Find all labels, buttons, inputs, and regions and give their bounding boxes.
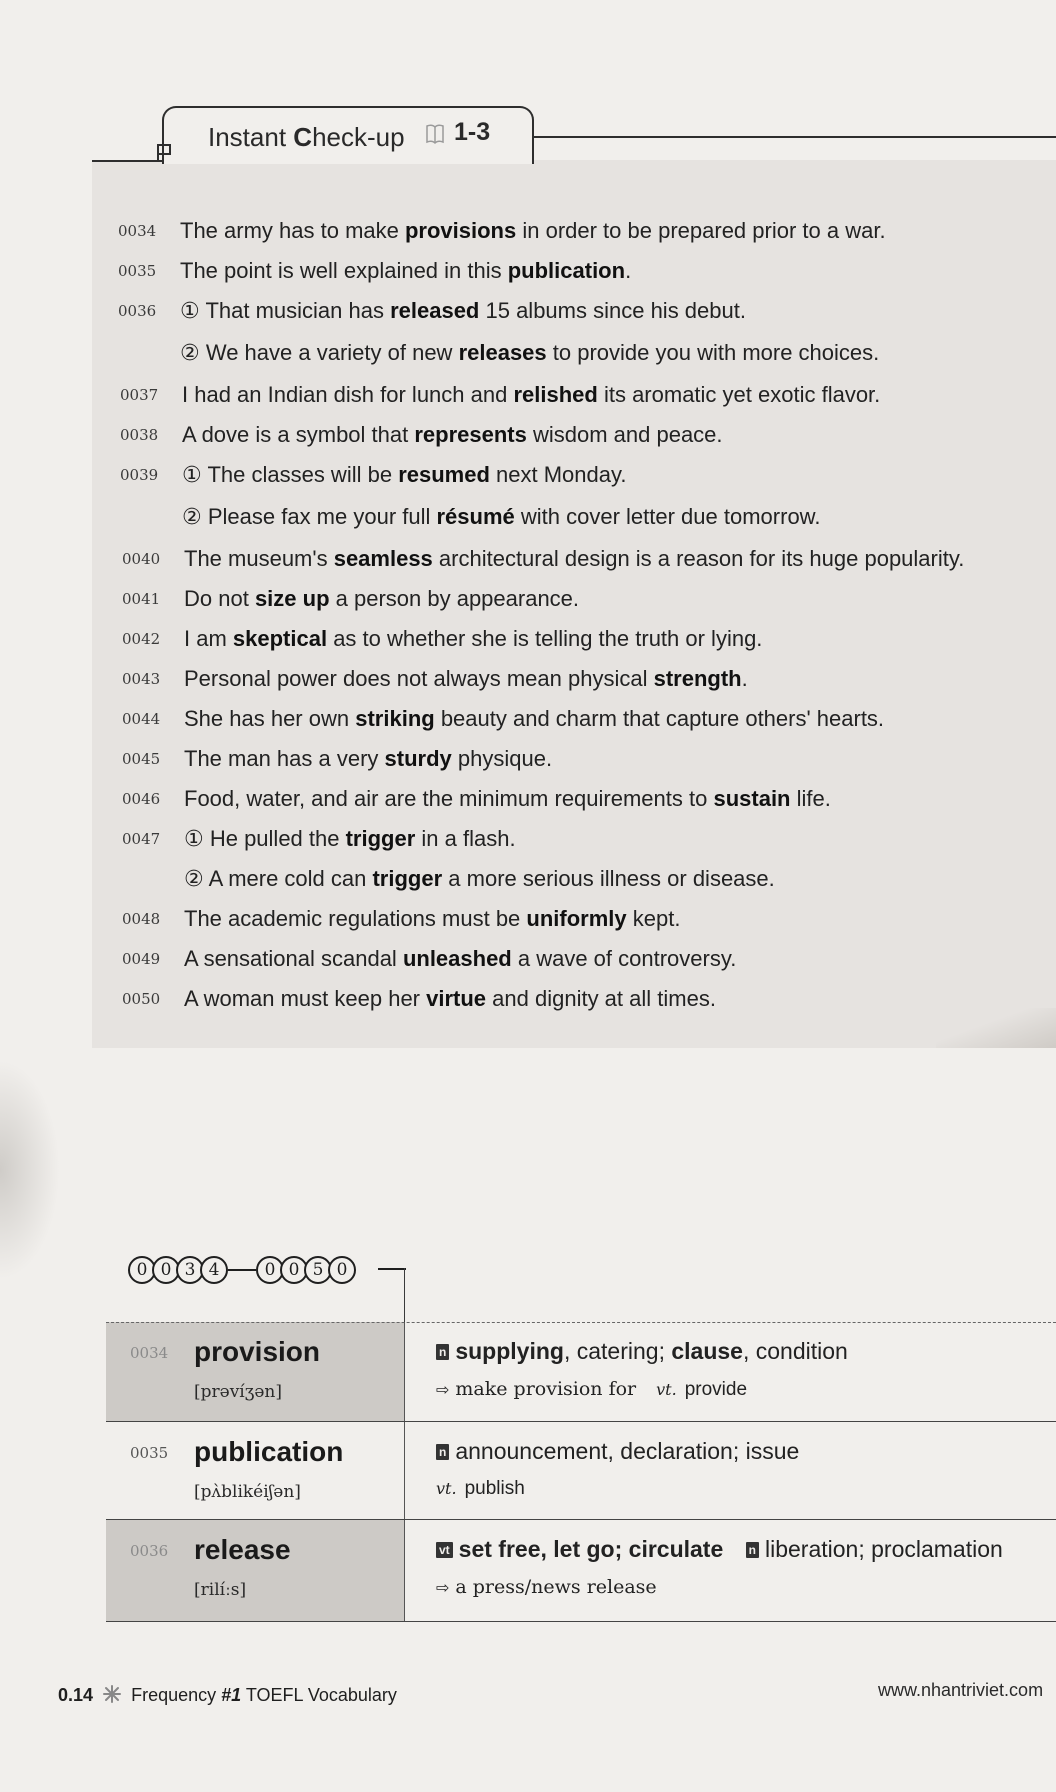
checkup-sentence xyxy=(122,942,1022,978)
target-word: skeptical xyxy=(232,626,328,651)
sentence-number: 0046 xyxy=(122,790,161,808)
page-shadow xyxy=(0,1060,60,1280)
target-word: uniformly xyxy=(526,906,627,931)
sentence-text: Do not size up a person by appearance. xyxy=(184,586,580,611)
sentence-number: 0045 xyxy=(122,750,161,768)
sentence-number: 0048 xyxy=(122,910,161,928)
sentence-text: A sensational scandal unleashed a wave of controversy. xyxy=(184,946,737,971)
checkup-sentence xyxy=(120,418,1020,454)
vocab-entry-publication xyxy=(106,1422,1056,1520)
sentence-text: ① He pulled the trigger in a flash. xyxy=(184,826,516,851)
verb-badge: vt xyxy=(436,1542,453,1558)
sentence-text: Food, water, and air are the minimum requirements to sustain life. xyxy=(184,786,831,811)
checkup-sentence xyxy=(122,862,1022,898)
sentence-number: 0038 xyxy=(120,426,159,444)
vocab-word: publication xyxy=(194,1436,344,1467)
sentence-number: 0036 xyxy=(118,302,157,320)
target-word: size up xyxy=(254,586,330,611)
sentence-number: 0037 xyxy=(120,386,159,404)
sentence-text: ② A mere cold can trigger a more serious illness or disease. xyxy=(184,866,775,891)
website-url: www.nhantriviet.com xyxy=(878,1680,1044,1700)
arrow-icon: ⇨ xyxy=(436,1380,450,1399)
checkup-sentence xyxy=(118,294,1018,330)
range-digit: 0 xyxy=(152,1256,180,1284)
sentence-number: 0050 xyxy=(122,990,161,1008)
sentence-number: 0044 xyxy=(122,710,161,728)
checkup-sentence xyxy=(122,822,1022,858)
target-word: publication xyxy=(507,258,626,283)
checkup-top-rule xyxy=(92,160,164,162)
sentence-text: The point is well explained in this publication. xyxy=(180,258,632,283)
vocab-definition: n supplying, catering; clause, condition xyxy=(436,1338,848,1365)
divider xyxy=(106,1322,1056,1323)
sentence-text: She has her own striking beauty and charm that capture others' hearts. xyxy=(184,706,885,731)
vocab-entry-release xyxy=(106,1520,1056,1622)
checkup-sentence xyxy=(122,782,1022,818)
target-word: relished xyxy=(513,382,598,407)
range-digit: 0 xyxy=(256,1256,284,1284)
range-digit: 5 xyxy=(304,1256,332,1284)
footer-book-info: 0.14 Frequency #1 TOEFL Vocabulary xyxy=(58,1685,397,1705)
sentence-text: The academic regulations must be uniformly kept. xyxy=(184,906,681,931)
checkup-sentence xyxy=(122,742,1022,778)
checkup-sentence xyxy=(122,662,1022,698)
target-word: provisions xyxy=(404,218,517,243)
noun-badge: n xyxy=(436,1344,449,1360)
flag-icon xyxy=(155,143,175,161)
vocab-related: ⇨ make provision for vt. provide xyxy=(436,1378,748,1400)
checkup-sentence xyxy=(120,378,1020,414)
sentence-text: A dove is a symbol that represents wisdom and peace. xyxy=(182,422,723,447)
sentence-text: ① That musician has released 15 albums since his debut. xyxy=(180,298,746,323)
sentence-number: 0034 xyxy=(118,222,157,240)
vocab-related: ⇨ a press/news release xyxy=(436,1576,657,1598)
vocab-word: release xyxy=(194,1534,291,1565)
range-digit: 0 xyxy=(128,1256,156,1284)
star-icon xyxy=(102,1684,122,1704)
checkup-sentence xyxy=(122,702,1022,738)
range-dash xyxy=(228,1269,256,1271)
target-word: strength xyxy=(653,666,742,691)
target-word: trigger xyxy=(372,866,443,891)
target-word: sustain xyxy=(713,786,791,811)
sentence-text: I am skeptical as to whether she is telling the truth or lying. xyxy=(184,626,763,651)
target-word: striking xyxy=(355,706,435,731)
vocab-pronunciation: [rilíːs] xyxy=(194,1580,247,1600)
target-word: releases xyxy=(458,340,547,365)
vocab-word: provision xyxy=(194,1336,321,1367)
sentence-number: 0040 xyxy=(122,550,161,568)
target-word: résumé xyxy=(436,504,515,529)
checkup-sentence xyxy=(120,500,1020,536)
target-word: released xyxy=(390,298,480,323)
divider xyxy=(106,1621,1056,1622)
divider xyxy=(404,1422,405,1520)
vocab-pronunciation: [prəvíʒən] xyxy=(194,1382,282,1402)
noun-badge: n xyxy=(436,1444,449,1460)
range-digit: 4 xyxy=(200,1256,228,1284)
vocab-number: 0035 xyxy=(130,1444,169,1462)
page-number: 0.14 xyxy=(58,1685,94,1705)
target-word: represents xyxy=(414,422,527,447)
checkup-sentence xyxy=(122,902,1022,938)
sentence-text: ① The classes will be resumed next Monday. xyxy=(182,462,627,487)
divider xyxy=(404,1322,405,1422)
vocab-definition: n announcement, declaration; issue xyxy=(436,1438,799,1465)
checkup-sentence xyxy=(122,622,1022,658)
target-word: sturdy xyxy=(384,746,452,771)
checkup-sentence xyxy=(122,542,1022,578)
sentence-number: 0041 xyxy=(122,590,161,608)
target-word: trigger xyxy=(345,826,416,851)
sentence-text: The army has to make provisions in order to be prepared prior to a war. xyxy=(180,218,886,243)
noun-badge: n xyxy=(746,1542,759,1558)
vocab-number: 0036 xyxy=(130,1542,169,1560)
vocab-number: 0034 xyxy=(130,1344,169,1362)
range-header-rule xyxy=(378,1268,406,1270)
checkup-sentence xyxy=(118,336,1018,372)
sentence-text: I had an Indian dish for lunch and relished its aromatic yet exotic flavor. xyxy=(182,382,881,407)
sentence-text: The man has a very sturdy physique. xyxy=(184,746,553,771)
sentence-number: 0047 xyxy=(122,830,161,848)
vocab-entry-provision xyxy=(106,1322,1056,1422)
arrow-icon: ⇨ xyxy=(436,1578,450,1597)
vocab-related: vt. publish xyxy=(436,1478,525,1499)
sentence-number: 0039 xyxy=(120,466,159,484)
sentence-number: 0035 xyxy=(118,262,157,280)
checkup-top-rule xyxy=(530,136,1056,138)
sentence-number: 0049 xyxy=(122,950,161,968)
book-icon xyxy=(424,122,446,146)
sentence-text: Personal power does not always mean physical strength. xyxy=(184,666,748,691)
range-digit: 3 xyxy=(176,1256,204,1284)
vocab-definition: vt set free, let go; circulate n liberation; proclamation xyxy=(436,1536,1003,1563)
target-word: seamless xyxy=(333,546,433,571)
sentence-text: ② We have a variety of new releases to provide you with more choices. xyxy=(180,340,880,365)
checkup-sentence xyxy=(118,214,1018,250)
range-digit: 0 xyxy=(328,1256,356,1284)
target-word: resumed xyxy=(398,462,490,487)
sentence-text: The museum's seamless architectural design is a reason for its huge popularity. xyxy=(184,546,965,571)
sentence-number: 0042 xyxy=(122,630,161,648)
checkup-sentence xyxy=(120,458,1020,494)
sentence-text: ② Please fax me your full résumé with cover letter due tomorrow. xyxy=(182,504,821,529)
checkup-title: Instant Check-up xyxy=(208,122,405,152)
checkup-number: 1-3 xyxy=(454,118,491,146)
sentence-text: A woman must keep her virtue and dignity at all times. xyxy=(184,986,716,1011)
sentence-number: 0043 xyxy=(122,670,161,688)
divider xyxy=(404,1520,405,1622)
range-header-rule xyxy=(404,1268,405,1324)
vocab-pronunciation: [pʌ̀blikéiʃən] xyxy=(194,1482,301,1502)
checkup-sentence xyxy=(118,254,1018,290)
target-word: virtue xyxy=(426,986,487,1011)
target-word: unleashed xyxy=(402,946,512,971)
checkup-sentence xyxy=(122,982,1022,1018)
checkup-sentence xyxy=(122,582,1022,618)
range-digit: 0 xyxy=(280,1256,308,1284)
